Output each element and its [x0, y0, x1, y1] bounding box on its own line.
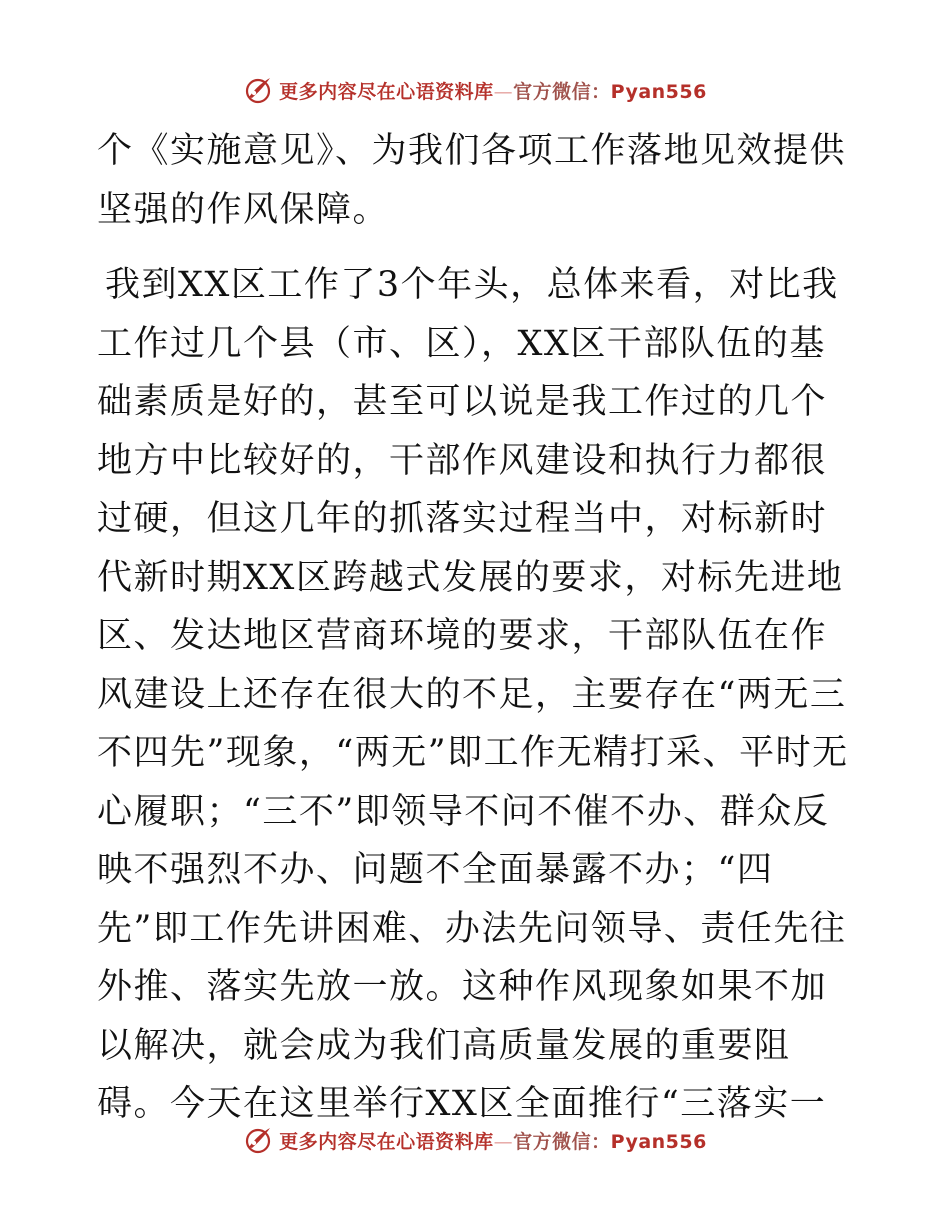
footer-banner-text [279, 1127, 707, 1154]
header-banner-wechat-id: Pyan556 [610, 80, 707, 103]
paragraph-2: 我到XX区工作了3个年头，总体来看，对比我工作过几个县（市、区），XX区干部队伍的基础素质是好的，甚至可以说是我工作过的几个地方中比较好的，干部作风建设和执行力都很过硬，但这几年的抓落实过程当中，对标新时代新时期XX区跨越式发展的要求，对标先进地区、发达地区营商环境的要求，干部队伍在作风建设上还存在很大的不足，主要存在“两无三不四先”现象，“两无”即工作无精打采、平时无心履职；“三不”即领导不问不催不办、群众反映不强烈不办、问题不全面暴露不办；“四先”即工作先讲困难、办法先问领导、责任先往外推、落实先放一放。这种作风现象如果不加以解决，就会成为我们高质量发展的重要阻碍。今天在这里举行XX区全面推行“三落实一 [97, 265, 849, 1124]
header-banner [0, 70, 950, 110]
footer-banner-wechat-id: Pyan556 [610, 1130, 707, 1153]
footer-banner [0, 1120, 950, 1160]
feather-pen-logo-icon [243, 75, 273, 105]
header-banner-dash: — [493, 80, 514, 103]
header-banner-main: 更多内容尽在心语资料库 [279, 80, 494, 103]
document-body [97, 122, 857, 1134]
paragraph-1: 个《实施意见》、为我们各项工作落地见效提供坚强的作风保障。 [97, 131, 847, 230]
footer-banner-main: 更多内容尽在心语资料库 [279, 1130, 494, 1153]
footer-banner-wechat-label: 官方微信： [513, 1130, 611, 1153]
feather-pen-logo-icon [243, 1125, 273, 1155]
header-banner-wechat-label: 官方微信： [513, 80, 611, 103]
footer-banner-dash: — [493, 1130, 514, 1153]
header-banner-text [279, 77, 707, 104]
